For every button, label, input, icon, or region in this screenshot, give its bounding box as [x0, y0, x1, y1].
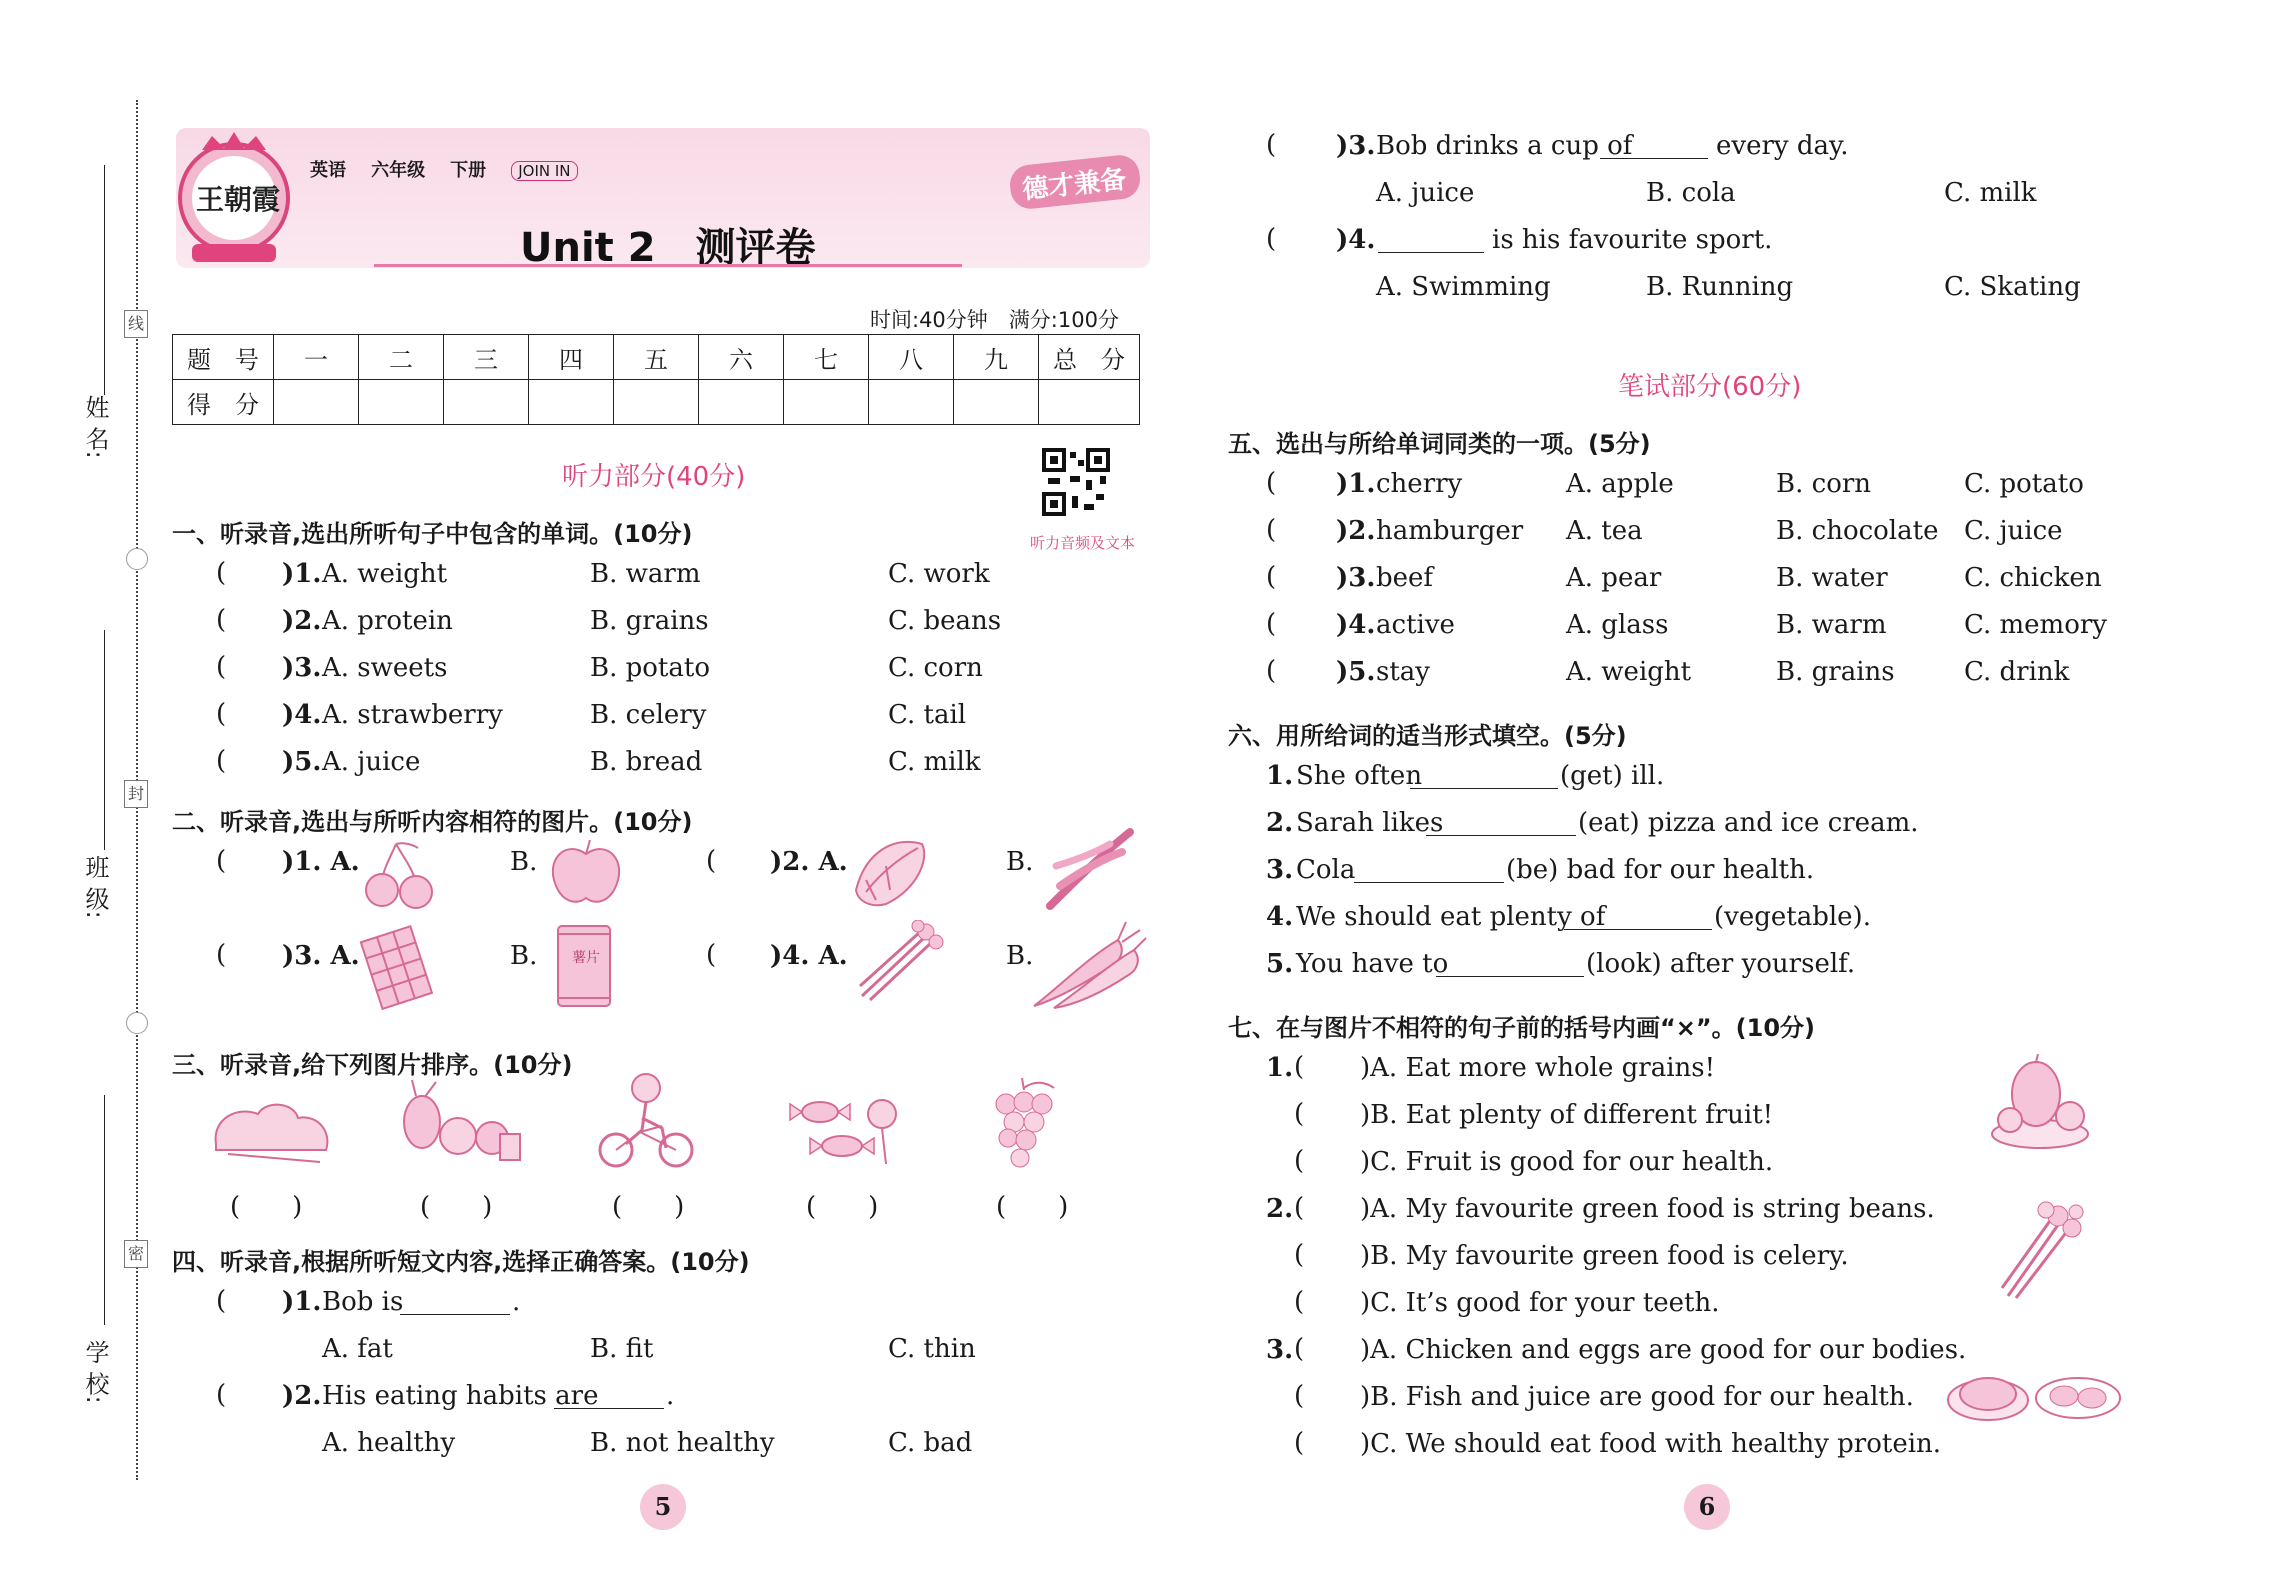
option-a: A. fat — [322, 1334, 393, 1364]
option-b: B. potato — [590, 653, 710, 683]
volume-label: 下册 — [450, 160, 487, 181]
answer-bracket[interactable]: ( — [1266, 468, 1277, 498]
qr-code-icon — [1040, 446, 1112, 518]
score-cell[interactable] — [1039, 380, 1140, 425]
option-label: )3. A. — [282, 941, 360, 971]
sentence-start: Sarah likes — [1296, 808, 1444, 838]
textbook-label: JOIN IN — [511, 161, 577, 181]
answer-bracket[interactable]: ( — [216, 652, 227, 682]
score-cell[interactable] — [784, 380, 869, 425]
option-b: B. Running — [1646, 272, 1794, 302]
cabbage-icon — [846, 830, 936, 914]
section-1-title: 一、听录音,选出所听句子中包含的单词。(10分) — [172, 520, 693, 548]
time-info: 时间:40分钟 满分:100分 — [870, 308, 1119, 332]
option-a: A. juice — [322, 747, 421, 777]
answer-bracket[interactable]: ( — [216, 605, 227, 635]
section-4-title: 四、听录音,根据所听短文内容,选择正确答案。(10分) — [172, 1248, 750, 1276]
question-text: Bob drinks a cup of — [1376, 131, 1633, 161]
item-number: 4. — [1266, 902, 1294, 932]
group-number: 3. — [1266, 1335, 1294, 1365]
answer-bracket[interactable]: ( — [1294, 1052, 1305, 1082]
answer-blank[interactable] — [1354, 860, 1504, 883]
answer-blank[interactable] — [1436, 954, 1584, 977]
carrots-icon — [1030, 916, 1150, 1012]
given-word: stay — [1376, 657, 1430, 687]
answer-bracket[interactable]: ( — [1294, 1240, 1305, 1270]
question-number: )4. — [1336, 225, 1376, 255]
answer-blank[interactable] — [554, 1386, 664, 1409]
answer-bracket[interactable]: ( — [216, 846, 227, 876]
score-cell[interactable] — [954, 380, 1039, 425]
option-c: C. drink — [1964, 657, 2070, 687]
score-cell[interactable] — [869, 380, 954, 425]
celery-icon — [856, 920, 946, 1004]
answer-bracket[interactable]: ( — [1266, 562, 1277, 592]
option-c: C. corn — [888, 653, 983, 683]
statement: )B. Fish and juice are good for our health. — [1360, 1382, 1914, 1412]
score-cell[interactable] — [359, 380, 444, 425]
sentence-end: (eat) pizza and ice cream. — [1578, 808, 1919, 838]
section-3-title: 三、听录音,给下列图片排序。(10分) — [172, 1051, 573, 1079]
celery-bunch-icon — [1998, 1200, 2088, 1300]
snack-bag-icon — [552, 920, 616, 1010]
given-word: active — [1376, 610, 1455, 640]
question-number: )3. — [1336, 563, 1376, 593]
answer-bracket[interactable]: ( — [1266, 515, 1277, 545]
option-c: C. potato — [1964, 469, 2084, 499]
order-bracket[interactable]: ( ) — [420, 1192, 493, 1222]
sweets-icon — [786, 1090, 916, 1166]
statement: )B. Eat plenty of different fruit! — [1360, 1100, 1774, 1130]
table-header-cell: 二 — [359, 335, 444, 380]
score-cell[interactable] — [614, 380, 699, 425]
answer-bracket[interactable]: ( — [1266, 224, 1277, 254]
option-a: A. glass — [1566, 610, 1669, 640]
page-number-left: 5 — [640, 1484, 686, 1530]
question-number: )1. — [282, 559, 322, 589]
option-a: A. pear — [1566, 563, 1662, 593]
option-label: B. — [510, 941, 538, 971]
class-underline — [104, 630, 105, 850]
sentence-start: Cola — [1296, 855, 1356, 885]
page-number-right: 6 — [1684, 1484, 1730, 1530]
chocolate-icon — [356, 922, 440, 1010]
option-c: C. thin — [888, 1334, 976, 1364]
bread-icon — [208, 1088, 338, 1168]
table-header-cell: 题 号 — [173, 335, 274, 380]
option-b: B. grains — [1776, 657, 1895, 687]
section-6-title: 六、用所给词的适当形式填空。(5分) — [1228, 722, 1627, 750]
answer-bracket[interactable]: ( — [216, 746, 227, 776]
table-header-cell: 九 — [954, 335, 1039, 380]
option-b: B. water — [1776, 563, 1888, 593]
given-word: hamburger — [1376, 516, 1524, 546]
answer-bracket[interactable]: ( — [216, 1380, 227, 1410]
question-number: )2. — [282, 1381, 322, 1411]
question-text: His eating habits are — [322, 1381, 599, 1411]
binder-mark-secret: 密 — [124, 1240, 148, 1268]
answer-bracket[interactable]: ( — [1294, 1146, 1305, 1176]
option-b: B. chocolate — [1776, 516, 1939, 546]
answer-blank[interactable] — [1410, 766, 1558, 789]
option-c: C. juice — [1964, 516, 2063, 546]
option-a: A. Swimming — [1376, 272, 1551, 302]
listening-title: 听力部分(40分) — [562, 462, 746, 492]
score-cell[interactable] — [274, 380, 359, 425]
option-label: B. — [1006, 847, 1034, 877]
snack-bag-text: 薯片 — [572, 950, 600, 966]
answer-blank[interactable] — [1426, 813, 1576, 836]
sentence-end: (get) ill. — [1560, 761, 1665, 791]
option-c: C. milk — [888, 747, 981, 777]
score-cell[interactable] — [529, 380, 614, 425]
answer-bracket[interactable]: ( — [1294, 1334, 1305, 1364]
order-bracket[interactable]: ( ) — [996, 1192, 1069, 1222]
sentence-end: (be) bad for our health. — [1506, 855, 1815, 885]
binding-hole — [126, 1012, 148, 1034]
option-c: C. chicken — [1964, 563, 2102, 593]
table-header-cell: 一 — [274, 335, 359, 380]
cycling-girl-icon — [596, 1068, 696, 1172]
answer-bracket[interactable]: ( — [216, 558, 227, 588]
option-c: C. work — [888, 559, 990, 589]
answer-bracket[interactable]: ( — [1266, 130, 1277, 160]
item-number: 2. — [1266, 808, 1294, 838]
option-c: C. milk — [1944, 178, 2037, 208]
apple-icon — [546, 836, 626, 908]
school-label: 学 校: — [81, 1340, 109, 1404]
table-header-cell: 四 — [529, 335, 614, 380]
option-b: B. corn — [1776, 469, 1872, 499]
order-bracket[interactable]: ( ) — [806, 1192, 879, 1222]
option-b: B. not healthy — [590, 1428, 775, 1458]
statement: )A. Eat more whole grains! — [1360, 1053, 1716, 1083]
question-number: )4. — [1336, 610, 1376, 640]
header-meta — [310, 156, 578, 182]
option-c: C. Skating — [1944, 272, 2081, 302]
answer-bracket[interactable]: ( — [216, 699, 227, 729]
question-tail: every day. — [1716, 131, 1849, 161]
statement: )C. We should eat food with healthy protein. — [1360, 1429, 1942, 1459]
question-number: )3. — [1336, 131, 1376, 161]
sentence-end: (vegetable). — [1714, 902, 1871, 932]
beans-icon — [1040, 826, 1140, 916]
option-c: C. beans — [888, 606, 1002, 636]
period: . — [666, 1381, 675, 1411]
class-label: 班 级: — [81, 855, 109, 919]
question-number: )4. — [282, 700, 322, 730]
option-label: B. — [510, 847, 538, 877]
answer-bracket[interactable]: ( — [1294, 1428, 1305, 1458]
section-5-title: 五、选出与所给单词同类的一项。(5分) — [1228, 430, 1651, 458]
fruit-plate-icon — [1986, 1054, 2096, 1154]
option-a: A. apple — [1566, 469, 1674, 499]
option-b: B. fit — [590, 1334, 654, 1364]
school-underline — [104, 1095, 105, 1325]
table-header-cell: 八 — [869, 335, 954, 380]
option-b: B. bread — [590, 747, 703, 777]
option-a: A. healthy — [322, 1428, 456, 1458]
order-bracket[interactable]: ( ) — [612, 1192, 685, 1222]
answer-blank[interactable] — [1564, 907, 1712, 930]
table-header-cell: 五 — [614, 335, 699, 380]
binding-hole — [126, 548, 148, 570]
option-a: A. tea — [1566, 516, 1643, 546]
fruit-basket-icon — [396, 1076, 524, 1168]
answer-bracket[interactable]: ( — [1294, 1287, 1305, 1317]
answer-bracket[interactable]: ( — [1294, 1381, 1305, 1411]
table-header-cell: 六 — [699, 335, 784, 380]
question-number: )5. — [282, 747, 322, 777]
sentence-end: (look) after yourself. — [1586, 949, 1856, 979]
chicken-eggs-icon — [1944, 1364, 2124, 1424]
answer-bracket[interactable]: ( — [216, 1286, 227, 1316]
qr-caption: 听力音频及文本 — [1030, 534, 1136, 552]
statement: )A. Chicken and eggs are good for our bodies. — [1360, 1335, 1967, 1365]
option-c: C. tail — [888, 700, 967, 730]
order-bracket[interactable]: ( ) — [230, 1192, 303, 1222]
answer-blank[interactable] — [1600, 136, 1708, 159]
sentence-start: You have to — [1296, 949, 1449, 979]
question-number: )2. — [282, 606, 322, 636]
group-number: 2. — [1266, 1194, 1294, 1224]
statement: )A. My favourite green food is string beans. — [1360, 1194, 1935, 1224]
given-word: beef — [1376, 563, 1434, 593]
answer-blank[interactable] — [1378, 230, 1484, 253]
title-underline — [374, 264, 962, 267]
answer-bracket[interactable]: ( — [1266, 609, 1277, 639]
question-number: )1. — [1336, 469, 1376, 499]
cherries-icon — [360, 838, 440, 910]
option-c: C. memory — [1964, 610, 2107, 640]
option-label: B. — [1006, 941, 1034, 971]
sentence-start: We should eat plenty of — [1296, 902, 1606, 932]
subject-label: 英语 — [310, 160, 346, 181]
question-number: )2. — [1336, 516, 1376, 546]
writing-title: 笔试部分(60分) — [1618, 372, 1802, 402]
answer-bracket[interactable]: ( — [706, 846, 717, 876]
score-row-label: 得 分 — [173, 380, 274, 425]
question-number: )3. — [282, 653, 322, 683]
statement: )B. My favourite green food is celery. — [1360, 1241, 1849, 1271]
section-2-title: 二、听录音,选出与所听内容相符的图片。(10分) — [172, 808, 693, 836]
item-number: 1. — [1266, 761, 1294, 791]
option-a: A. protein — [322, 606, 453, 636]
score-table — [172, 334, 1140, 425]
given-word: cherry — [1376, 469, 1463, 499]
option-label: )2. A. — [770, 847, 848, 877]
option-c: C. bad — [888, 1428, 973, 1458]
option-a: A. weight — [1566, 657, 1692, 687]
answer-bracket[interactable]: ( — [216, 940, 227, 970]
answer-bracket[interactable]: ( — [1294, 1193, 1305, 1223]
option-b: B. cola — [1646, 178, 1736, 208]
binder-mark-line: 线 — [124, 310, 148, 338]
option-a: A. weight — [322, 559, 448, 589]
table-header-cell: 七 — [784, 335, 869, 380]
answer-bracket[interactable]: ( — [1266, 656, 1277, 686]
table-header-cell: 总 分 — [1039, 335, 1140, 380]
option-label: )4. A. — [770, 941, 848, 971]
table-header-cell: 三 — [444, 335, 529, 380]
group-number: 1. — [1266, 1053, 1294, 1083]
option-b: B. celery — [590, 700, 707, 730]
option-a: A. strawberry — [322, 700, 503, 730]
option-b: B. warm — [590, 559, 701, 589]
option-b: B. grains — [590, 606, 709, 636]
sentence-start: She often — [1296, 761, 1423, 791]
publisher-name: 王朝霞 — [196, 183, 281, 216]
item-number: 3. — [1266, 855, 1294, 885]
option-label: )1. A. — [282, 847, 360, 877]
grapes-icon — [984, 1074, 1062, 1174]
statement: )C. Fruit is good for our health. — [1360, 1147, 1774, 1177]
score-cell[interactable] — [699, 380, 784, 425]
item-number: 5. — [1266, 949, 1294, 979]
grade-label: 六年级 — [371, 160, 426, 181]
period: . — [512, 1287, 521, 1317]
section-7-title: 七、在与图片不相符的句子前的括号内画“×”。(10分) — [1228, 1014, 1815, 1042]
page-title: Unit 2 测评卷 — [520, 225, 816, 271]
answer-blank[interactable] — [400, 1292, 510, 1315]
option-b: B. warm — [1776, 610, 1887, 640]
question-tail: is his favourite sport. — [1492, 225, 1773, 255]
statement: )C. It’s good for your teeth. — [1360, 1288, 1720, 1318]
question-text: Bob is — [322, 1287, 404, 1317]
score-cell[interactable] — [444, 380, 529, 425]
question-number: )1. — [282, 1287, 322, 1317]
badge-text: 德才兼备 — [1020, 164, 1128, 206]
name-underline — [104, 165, 105, 395]
name-label: 姓 名: — [81, 395, 109, 459]
option-a: A. sweets — [322, 653, 448, 683]
answer-bracket[interactable]: ( — [706, 940, 717, 970]
binder-mark-seal: 封 — [124, 780, 148, 808]
option-a: A. juice — [1376, 178, 1475, 208]
question-number: )5. — [1336, 657, 1376, 687]
answer-bracket[interactable]: ( — [1294, 1099, 1305, 1129]
